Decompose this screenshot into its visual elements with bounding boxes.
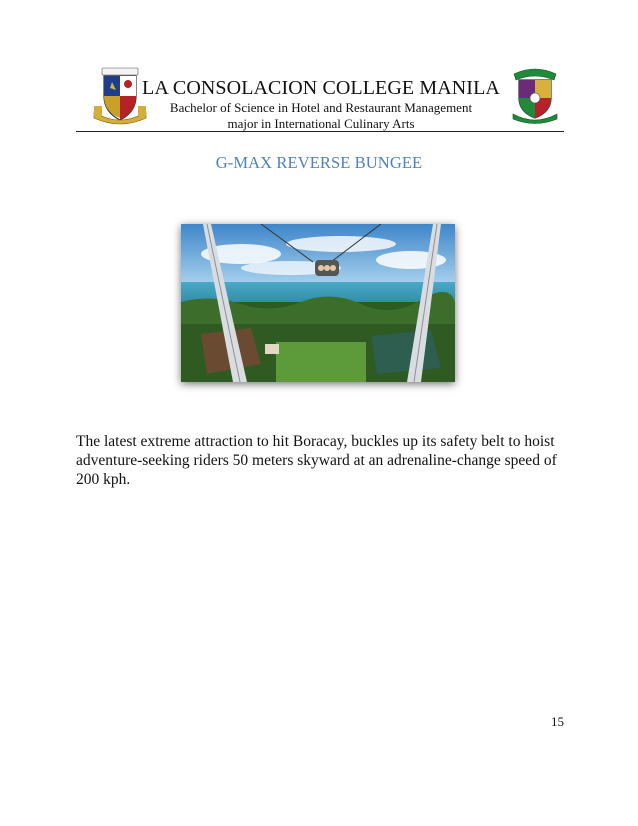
body-paragraph: The latest extreme attraction to hit Boracay, buckles up its safety belt to hoist adventure-seeking riders 50 meters skyward at an adrenaline-change speed of 200 kph. bbox=[76, 433, 557, 488]
header-title-block bbox=[136, 76, 506, 132]
program-line-1: Bachelor of Science in Hotel and Restaurant Management bbox=[169, 100, 473, 115]
college-name: LA CONSOLACION COLLEGE MANILA bbox=[142, 77, 500, 99]
header-divider bbox=[76, 131, 564, 132]
program-crest-emblem-icon bbox=[510, 66, 560, 124]
program-line-2: major in International Culinary Arts bbox=[227, 116, 415, 131]
page-header bbox=[76, 62, 564, 132]
page-number: 15 bbox=[551, 714, 564, 729]
reverse-bungee-photo bbox=[181, 224, 455, 382]
section-title: G-MAX REVERSE BUNGEE bbox=[215, 153, 423, 172]
